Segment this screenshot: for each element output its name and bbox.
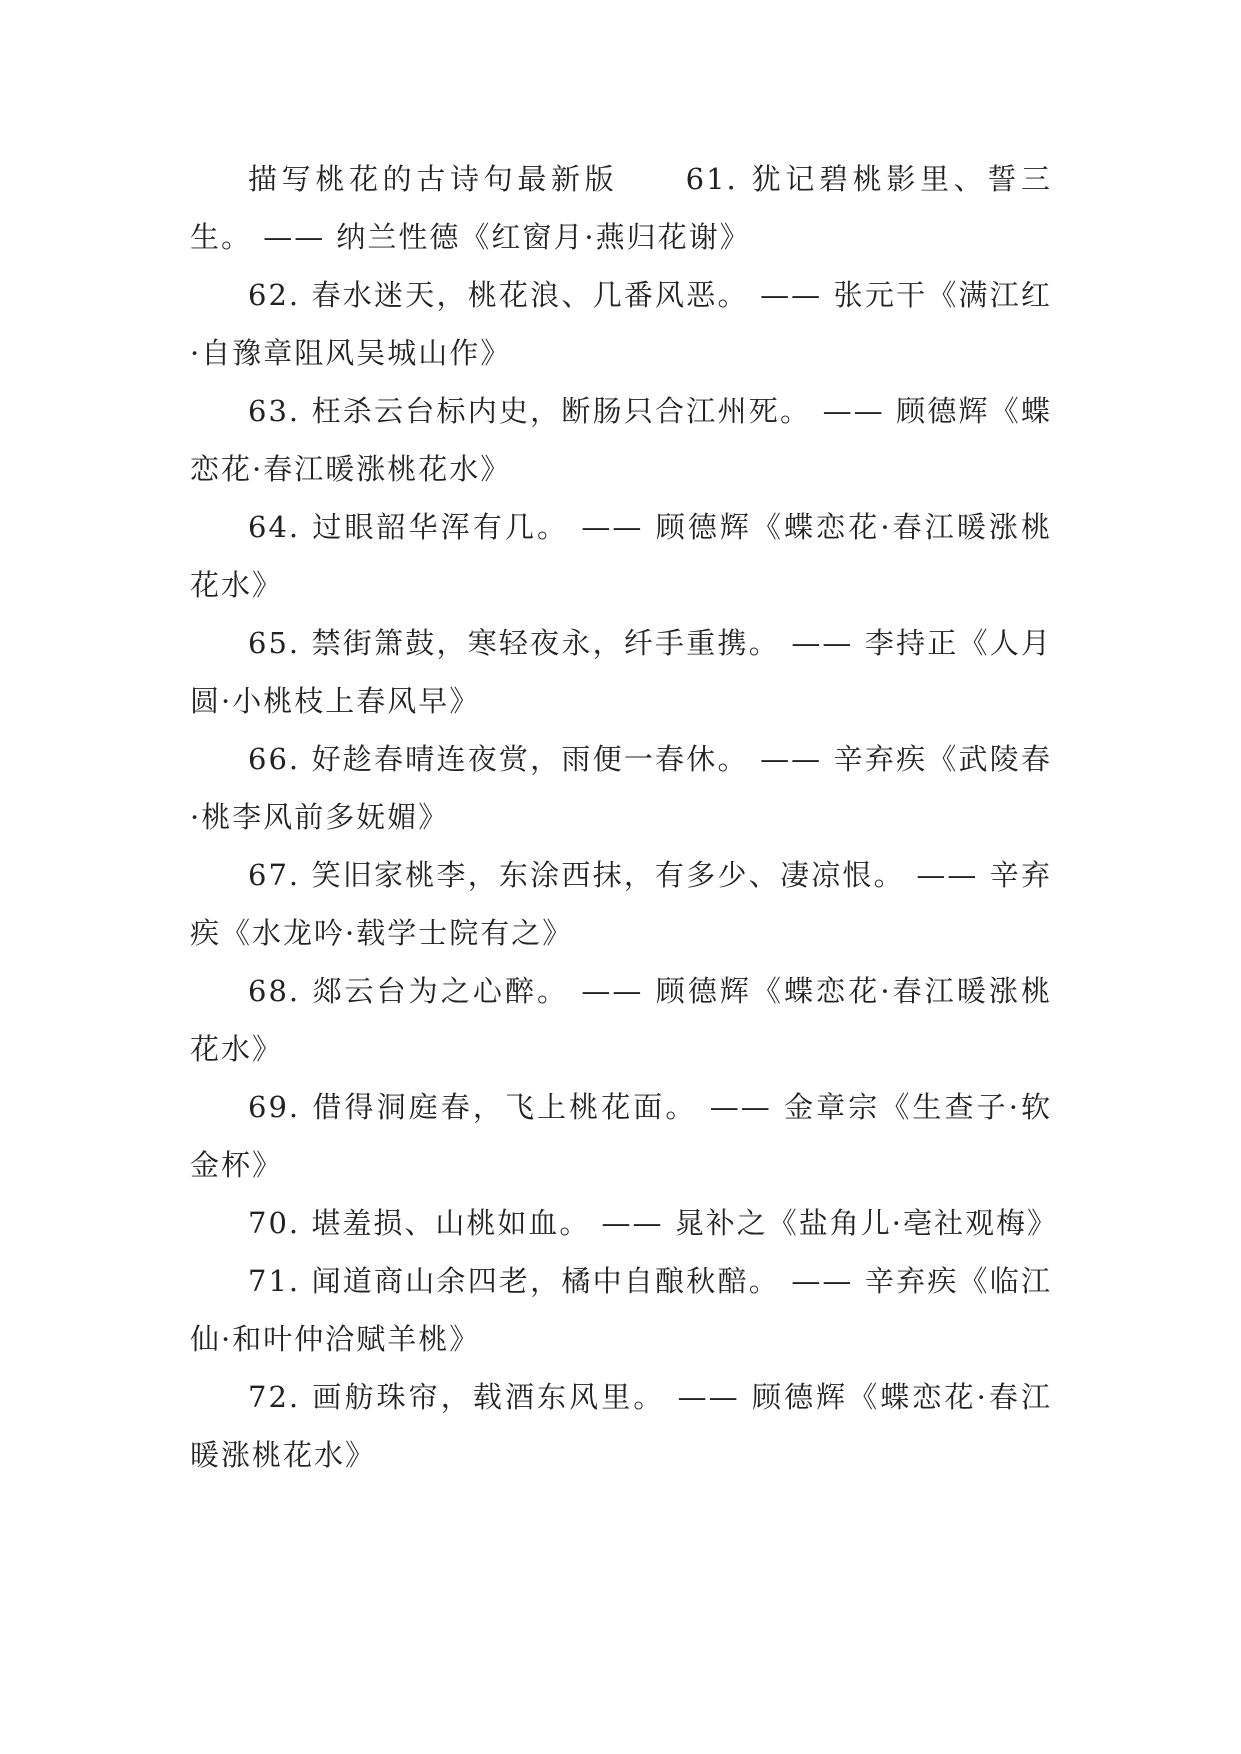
poem-paragraph-65: 65. 禁街箫鼓，寒轻夜永，纤手重携。 —— 李持正《人月圆·小桃枝上春风早》	[190, 626, 1052, 718]
poem-paragraph-63: 63. 枉杀云台标内史，断肠只合江州死。 —— 顾德辉《蝶恋花·春江暖涨桃花水》	[190, 394, 1052, 486]
poem-paragraph-68: 68. 郯云台为之心醉。 —— 顾德辉《蝶恋花·春江暖涨桃花水》	[190, 974, 1052, 1066]
poem-paragraph-70: 70. 堪羞损、山桃如血。 —— 晁补之《盐角儿·亳社观梅》	[248, 1206, 1058, 1240]
poem-paragraph-62: 62. 春水迷天，桃花浪、几番风恶。 —— 张元干《满江红·自豫章阻风吴城山作》	[190, 278, 1052, 370]
poem-paragraph-61: 描写桃花的古诗句最新版 61. 犹记碧桃影里、誓三生。 —— 纳兰性德《红窗月·燕归花谢》	[190, 162, 1052, 254]
document-body	[190, 150, 1058, 1484]
poem-paragraph-72: 72. 画舫珠帘，载酒东风里。 —— 顾德辉《蝶恋花·春江暖涨桃花水》	[190, 1380, 1052, 1472]
poem-paragraph-66: 66. 好趁春晴连夜赏，雨便一春休。 —— 辛弃疾《武陵春·桃李风前多妩媚》	[190, 742, 1052, 834]
poem-paragraph-64: 64. 过眼韶华浑有几。 —— 顾德辉《蝶恋花·春江暖涨桃花水》	[190, 510, 1052, 602]
poem-paragraph-67: 67. 笑旧家桃李，东涂西抹，有多少、凄凉恨。 —— 辛弃疾《水龙吟·载学士院有之》	[190, 858, 1052, 950]
poem-paragraph-69: 69. 借得洞庭春，飞上桃花面。 —— 金章宗《生查子·软金杯》	[190, 1090, 1052, 1182]
poem-paragraph-71: 71. 闻道商山余四老，橘中自酿秋醅。 —— 辛弃疾《临江仙·和叶仲洽赋羊桃》	[190, 1264, 1052, 1356]
